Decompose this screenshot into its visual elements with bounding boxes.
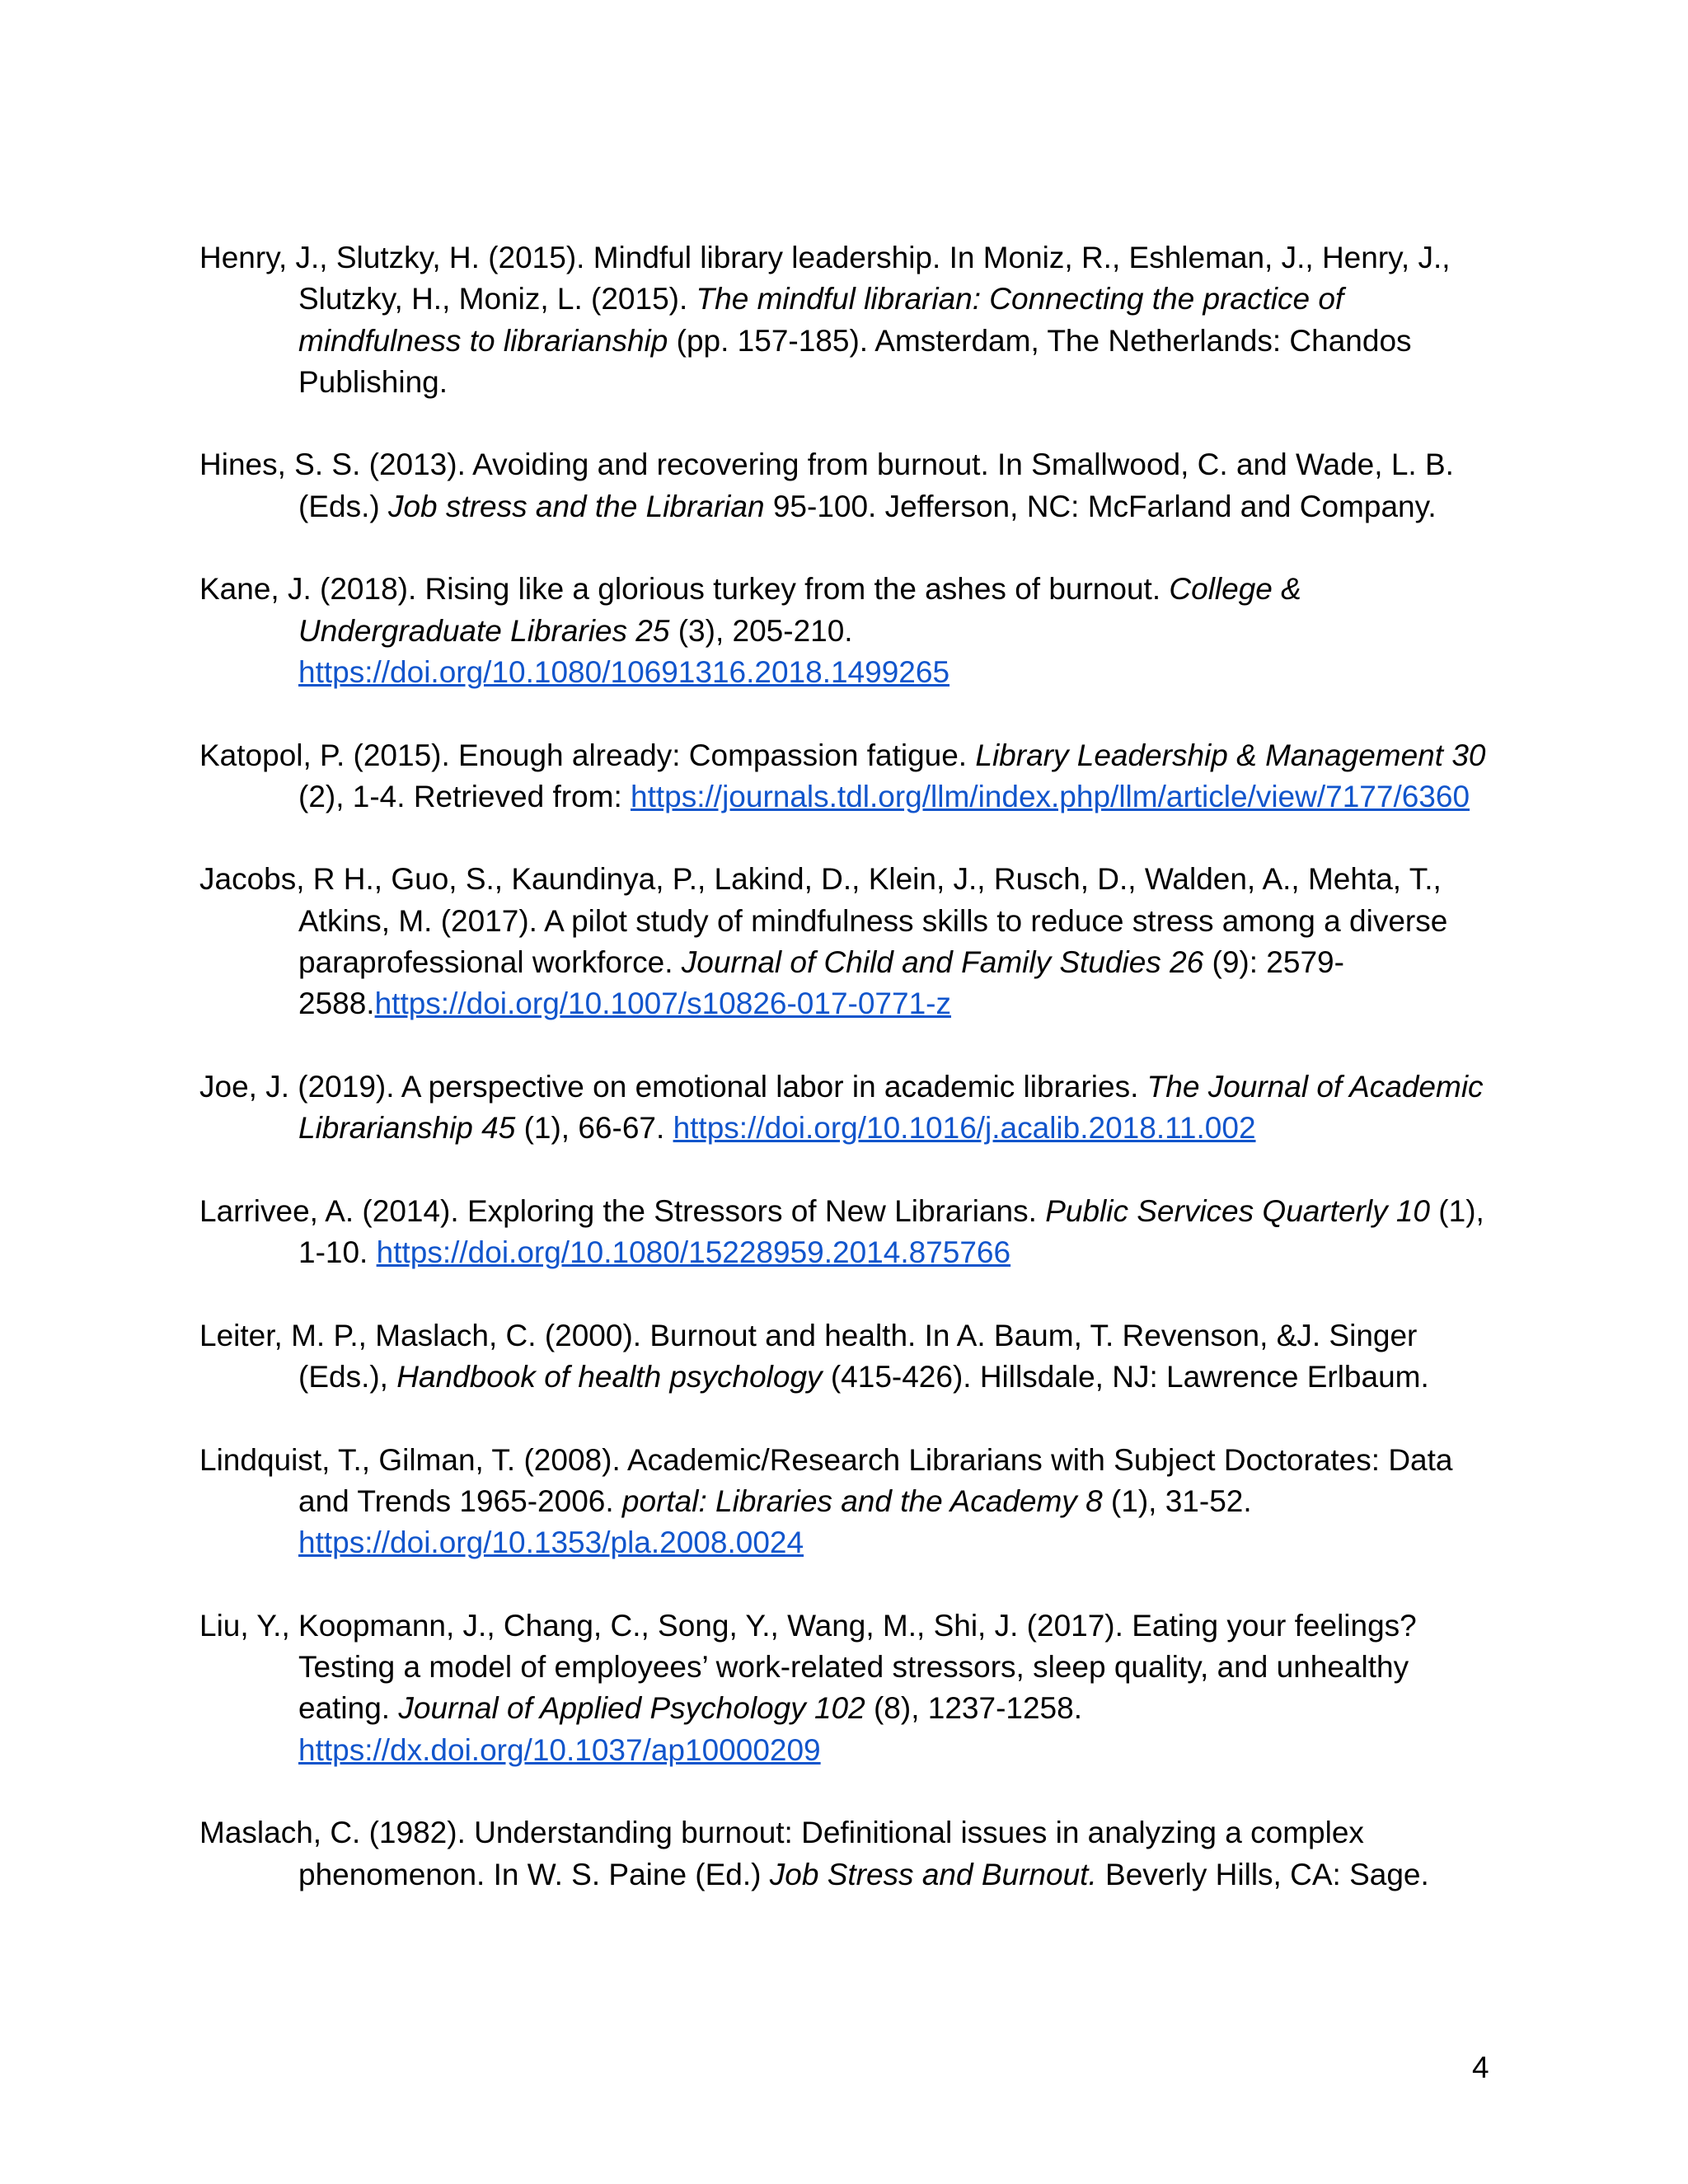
reference-entry — [199, 1066, 1493, 1150]
reference-text: Maslach, C. (1982). Understanding burnout: Definitional issues in analyzing a complex phenomenon. In W. S. Paine (Ed.) — [199, 1816, 1364, 1891]
reference-text: Katopol, P. (2015). Enough already: Compassion fatigue. — [199, 738, 976, 772]
reference-text: (pp. 157-185). Amsterdam, The Netherlands: Chandos Publishing. — [298, 323, 1412, 399]
reference-source-title: Journal of Applied Psychology 102 — [398, 1691, 865, 1726]
reference-text: (1), 66-67. — [515, 1111, 673, 1146]
doi-link[interactable]: https://doi.org/10.1007/s10826-017-0771-z — [374, 987, 951, 1021]
reference-list — [199, 237, 1493, 1937]
reference-text: (415-426). Hillsdale, NJ: Lawrence Erlbaum. — [822, 1360, 1429, 1394]
reference-source-title: The Journal of Academic Librarianship 45 — [298, 1069, 1484, 1146]
doi-link[interactable]: https://doi.org/10.1353/pla.2008.0024 — [298, 1526, 804, 1560]
reference-source-title: Handbook of health psychology — [396, 1360, 823, 1394]
reference-text: Jacobs, R H., Guo, S., Kaundinya, P., Lakind, D., Klein, J., Rusch, D., Walden, A., Mehta, T., Atkins, M. (2017). A pilot study of mindfulness skills to reduce stress among a diverse paraprofessional workforce. — [199, 862, 1448, 980]
reference-text: Kane, J. (2018). Rising like a glorious turkey from the ashes of burnout. — [199, 572, 1170, 607]
reference-source-title: Job stress and the Librarian — [387, 489, 765, 523]
reference-entry — [199, 1812, 1493, 1896]
reference-text: (1), 31-52. — [1102, 1483, 1252, 1518]
reference-source-title: College & Undergraduate Libraries 25 — [298, 572, 1301, 648]
reference-source-title: Journal of Child and Family Studies 26 — [681, 945, 1204, 980]
reference-entry — [199, 859, 1493, 1024]
reference-text: Beverly Hills, CA: Sage. — [1096, 1857, 1429, 1891]
reference-entry — [199, 1440, 1493, 1564]
reference-text: (8), 1237-1258. — [865, 1691, 1082, 1726]
doi-link[interactable]: https://journals.tdl.org/llm/index.php/llm/article/view/7177/6360 — [631, 779, 1470, 813]
reference-text: (9): 2579-2588. — [298, 945, 1344, 1021]
reference-source-title: Library Leadership & Management 30 — [975, 738, 1486, 772]
reference-text: 95-100. Jefferson, NC: McFarland and Company. — [764, 489, 1437, 523]
reference-source-title: Public Services Quarterly 10 — [1045, 1193, 1431, 1228]
reference-source-title: portal: Libraries and the Academy 8 — [621, 1483, 1103, 1518]
reference-entry — [199, 1315, 1493, 1399]
doi-link[interactable]: https://doi.org/10.1080/15228959.2014.875766 — [376, 1235, 1011, 1270]
reference-text: Joe, J. (2019). A perspective on emotional labor in academic libraries. — [199, 1069, 1147, 1104]
reference-entry — [199, 1605, 1493, 1771]
reference-entry — [199, 569, 1493, 693]
doi-link[interactable]: https://dx.doi.org/10.1037/ap10000209 — [298, 1732, 821, 1767]
reference-text: Lindquist, T., Gilman, T. (2008). Academic/Research Librarians with Subject Doctorates: Data and Trends 1965-2006. — [199, 1442, 1453, 1518]
reference-text: Hines, S. S. (2013). Avoiding and recovering from burnout. In Smallwood, C. and Wade, L. B. (Eds.) — [199, 448, 1454, 523]
reference-text: Larrivee, A. (2014). Exploring the Stressors of New Librarians. — [199, 1193, 1046, 1228]
reference-text: (1), 1-10. — [298, 1193, 1484, 1270]
reference-text: Liu, Y., Koopmann, J., Chang, C., Song, Y., Wang, M., Shi, J. (2017). Eating your feelings? Testing a model of employees’ work-related stressors, sleep quality, and unhealthy eating. — [199, 1608, 1417, 1726]
reference-text: Leiter, M. P., Maslach, C. (2000). Burnout and health. In A. Baum, T. Revenson, &J. Singer (Eds.), — [199, 1318, 1418, 1394]
reference-text: (3), 205-210. — [669, 613, 853, 648]
reference-source-title: Job Stress and Burnout. — [769, 1857, 1097, 1891]
reference-text: (2), 1-4. Retrieved from: — [298, 779, 631, 813]
reference-source-title: The mindful librarian: Connecting the practice of mindfulness to librarianship — [298, 282, 1344, 358]
reference-entry — [199, 1191, 1493, 1274]
doi-link[interactable]: https://doi.org/10.1080/10691316.2018.1499265 — [298, 654, 950, 689]
reference-entry — [199, 735, 1493, 818]
page-number: 4 — [1472, 2050, 1489, 2084]
reference-entry — [199, 444, 1493, 527]
reference-entry — [199, 237, 1493, 403]
doi-link[interactable]: https://doi.org/10.1016/j.acalib.2018.11.002 — [673, 1111, 1256, 1146]
reference-text: Henry, J., Slutzky, H. (2015). Mindful library leadership. In Moniz, R., Eshleman, J., Henry, J., Slutzky, H., Moniz, L. (2015). — [199, 241, 1451, 316]
